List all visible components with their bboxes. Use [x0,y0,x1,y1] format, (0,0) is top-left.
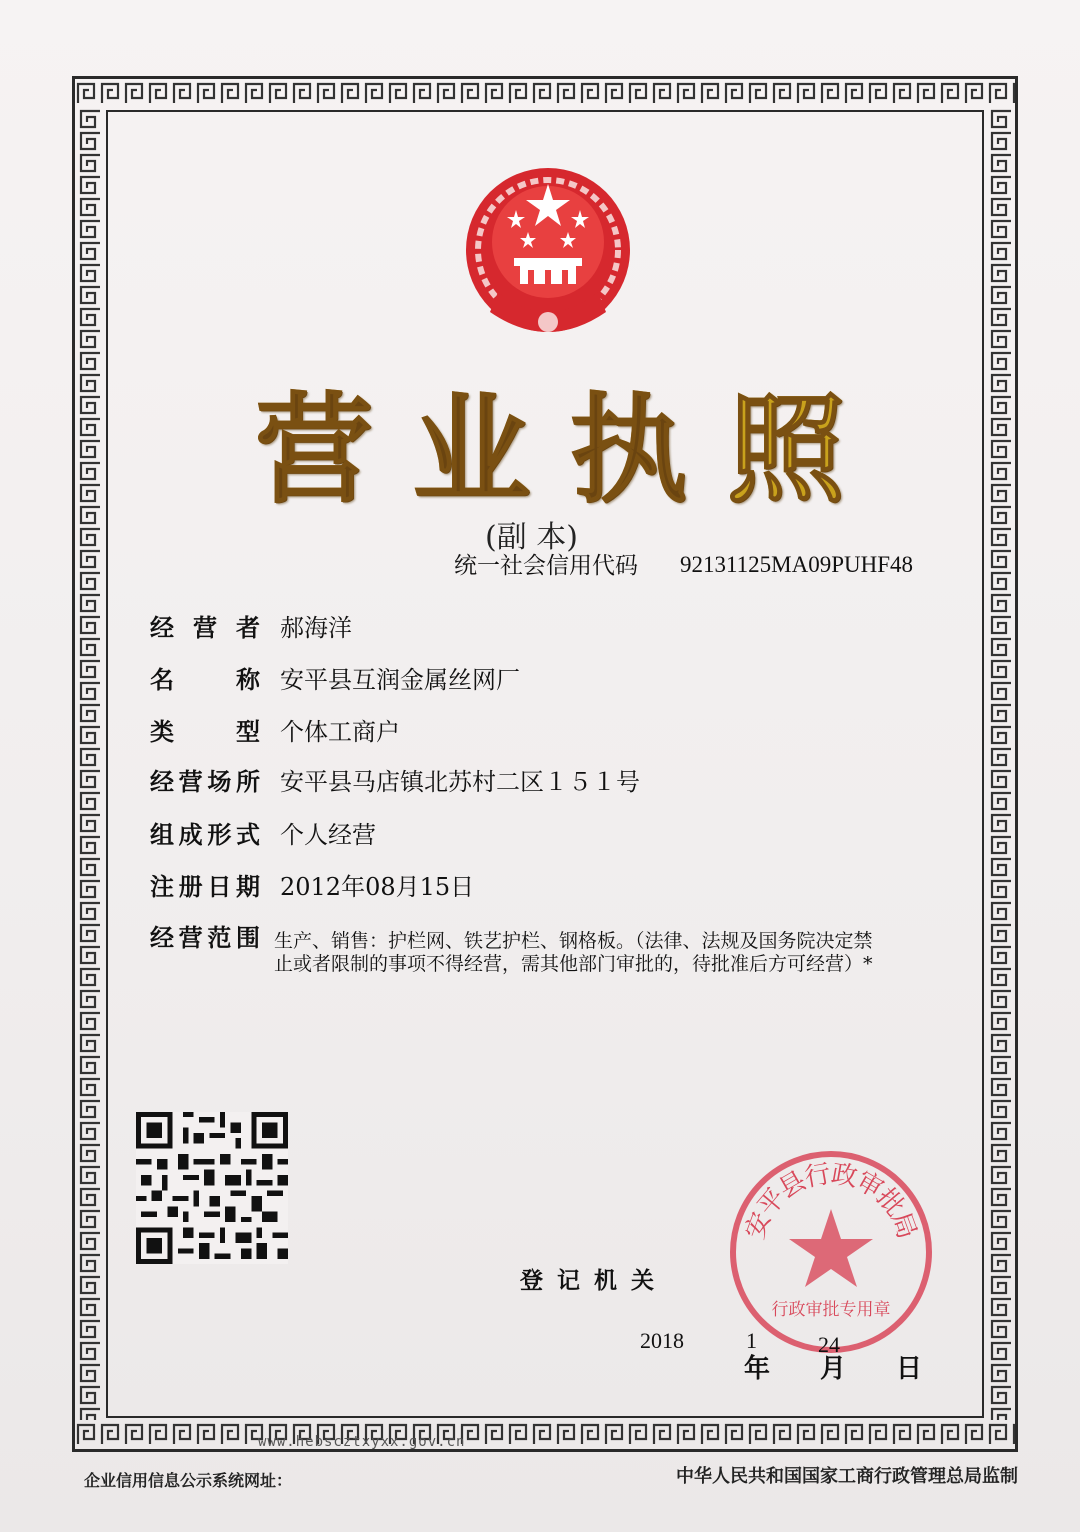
copy-subtitle: (副 本) [485,520,578,555]
seal-char: 安 [740,1208,778,1244]
field-label: 经 营 场 所 [150,768,260,796]
footer-website-label: 企业信用信息公示系统网址： [84,1471,293,1490]
field-value: 个人经营 [280,821,376,849]
credit-code-value: 92131125MA09PUHF48 [680,552,914,577]
field-label: 组 成 形 式 [150,821,260,849]
issue-year: 2018 [640,1328,684,1353]
seal-char: 平 [752,1182,792,1223]
qr-code-icon [136,1112,288,1264]
seal-char: 批 [870,1182,910,1223]
year-unit: 年 [744,1354,771,1384]
title-char-4: 照 [722,355,850,525]
field-value: 郝海洋 [280,614,352,642]
document-title [250,375,850,519]
day-unit: 日 [895,1354,922,1384]
field-value: 2012年08月15日 [280,873,475,901]
greek-key-border-bottom [75,1420,1015,1448]
seal-bottom-text: 行政审批专用章 [771,1300,891,1320]
date-unit-labels [744,1348,922,1385]
greek-key-border-top [75,79,1015,107]
field-value: 个体工商户 [280,718,400,746]
issue-month: 1 [746,1328,757,1353]
field-label: 注 册 日 期 [150,873,260,901]
seal-char: 县 [773,1165,812,1205]
field-value: 安平县互润金属丝网厂 [280,666,520,694]
month-unit: 月 [819,1354,846,1384]
seal-char: 审 [850,1165,889,1205]
greek-key-border-left [76,108,104,1420]
seal-char: 政 [828,1159,860,1194]
field-label: 名 称 [150,666,260,694]
credit-code-label: 统一社会信用代码 [454,553,638,579]
official-seal-icon [726,1147,936,1357]
title-char-1: 营 [250,355,378,525]
title-char-3: 执 [565,355,693,525]
field-label: 经 营 者 [150,614,260,642]
field-label: 经 营 范 围 [150,924,260,952]
national-emblem-icon [458,162,638,352]
title-char-2: 业 [407,355,535,525]
field-label: 类 型 [150,718,260,746]
footer-supervisor: 中华人民共和国国家工商行政管理总局监制 [676,1466,1018,1487]
issue-day: 24 [818,1332,840,1357]
seal-char: 行 [802,1159,834,1194]
seal-char: 局 [884,1208,922,1244]
registration-authority-label: 登记机关 [520,1268,668,1294]
scope-value: 生产、销售：护栏网、铁艺护栏、钢格板。（法律、法规及国务院决定禁止或者限制的事项不得经营，需其他部门审批的，待批准后方可经营）* [274,930,873,975]
greek-key-border-right [987,108,1015,1420]
footer-url: www.hebscztxyxx.gov.cn [258,1434,466,1450]
field-value: 安平县马店镇北苏村二区１５１号 [280,768,640,796]
